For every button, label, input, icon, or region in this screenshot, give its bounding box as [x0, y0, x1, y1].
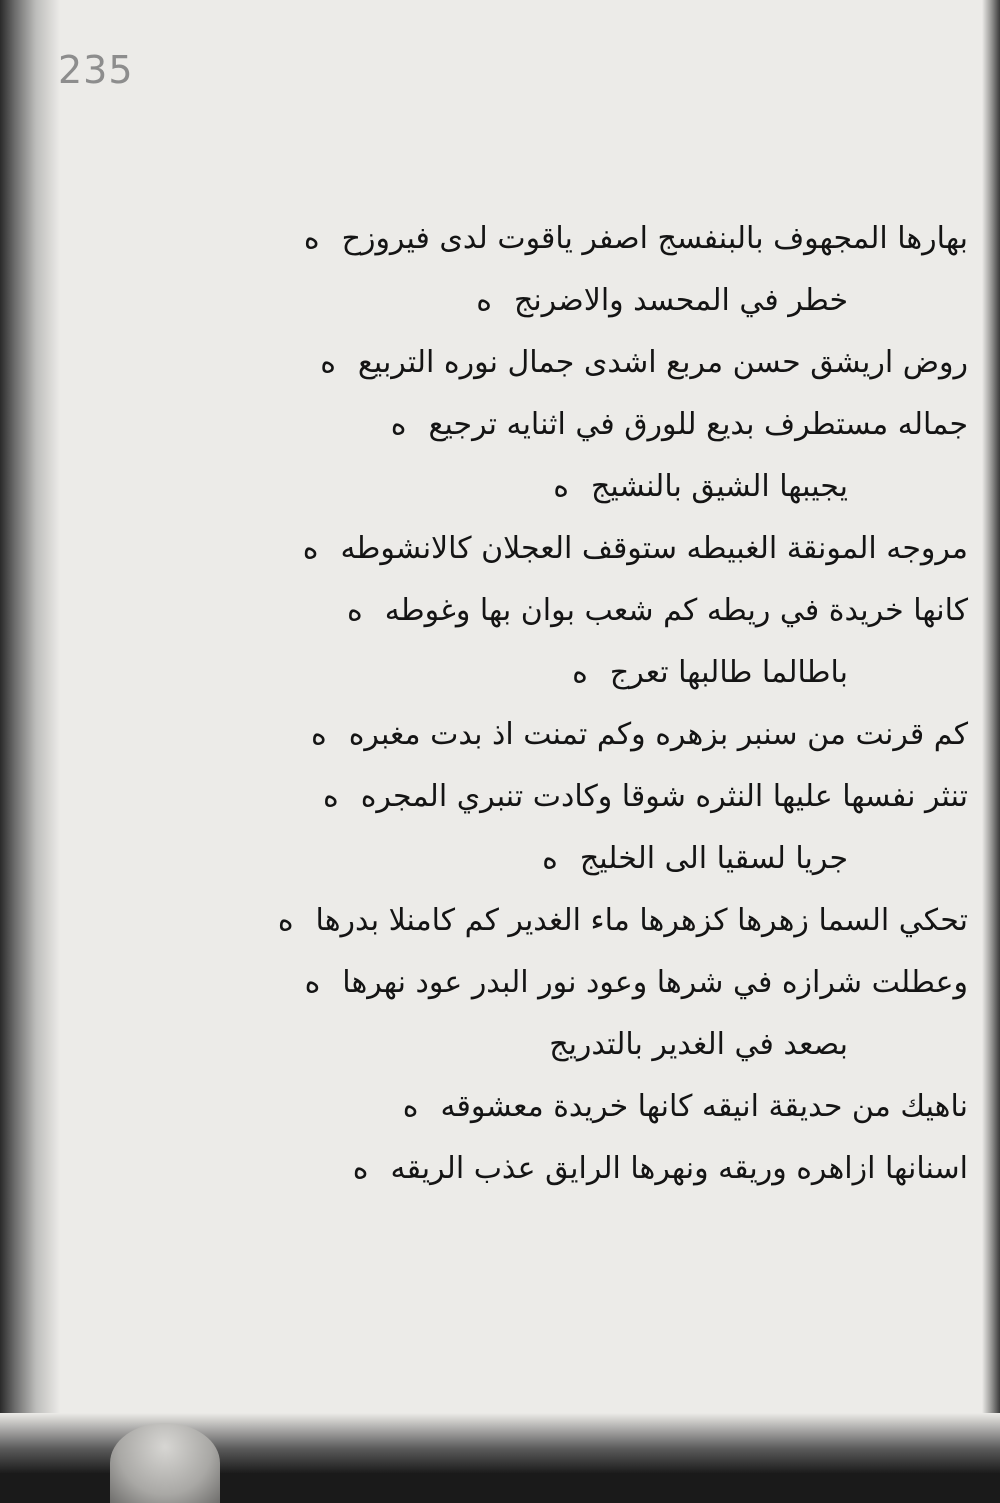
binding-gutter — [0, 0, 60, 1473]
verse-text: خطر في المحسد والاضرنج — [513, 283, 848, 318]
poem-text-block — [277, 208, 968, 1200]
verse-end-mark: ه — [346, 593, 363, 628]
verse-text: مروجه المونقة الغبيطه ستوقف العجلان كالانشوطه — [340, 531, 968, 566]
verse-end-mark: ه — [303, 221, 320, 256]
verse-end-mark: ه — [277, 903, 294, 938]
verse-text: يجيبها الشيق بالنشيج — [590, 469, 848, 504]
verse-end-mark: ه — [402, 1089, 419, 1124]
page-edge — [982, 0, 1000, 1473]
verse-line — [300, 456, 968, 518]
verse-text: ناهيك من حديقة انيقه كانها خريدة معشوقه — [440, 1089, 968, 1124]
verse-text: كانها خريدة في ريطه كم شعب بوان بها وغوطه — [384, 593, 968, 628]
verse-end-mark: ه — [390, 407, 407, 442]
verse-text: باطالما طالبها تعرج — [609, 655, 848, 690]
verse-line — [300, 1076, 968, 1138]
verse-text: وعطلت شرازه في شرها وعود نور البدر عود نهرها — [342, 965, 968, 1000]
verse-line — [300, 704, 968, 766]
thumb-shadow — [110, 1423, 220, 1503]
verse-end-mark: ه — [553, 469, 569, 504]
verse-line — [300, 394, 968, 456]
verse-line — [300, 580, 968, 642]
verse-text: جريا لسقيا الى الخليج — [579, 841, 848, 876]
verse-line — [300, 1014, 968, 1076]
verse-line — [300, 766, 968, 828]
verse-text: تنثر نفسها عليها النثره شوقا وكادت تنبري المجره — [360, 779, 968, 814]
verse-line — [300, 1138, 968, 1200]
verse-end-mark: ه — [542, 841, 558, 876]
verse-line — [300, 952, 968, 1014]
page-number: 235 — [58, 48, 134, 92]
verse-end-mark: ه — [572, 655, 588, 690]
verse-end-mark: ه — [302, 531, 319, 566]
verse-end-mark: ه — [322, 779, 339, 814]
verse-line — [277, 890, 968, 952]
verse-end-mark: ه — [304, 965, 321, 1000]
verse-text: روض اريشق حسن مربع اشدى جمال نوره التربيع — [357, 345, 968, 380]
verse-end-mark: ه — [320, 345, 336, 380]
verse-line — [300, 332, 968, 394]
verse-text: كم قرنت من سنبر بزهره وكم تمنت اذ بدت مغبره — [348, 717, 968, 752]
verse-end-mark: ه — [352, 1151, 369, 1186]
verse-line — [300, 828, 968, 890]
verse-text: بصعد في الغدير بالتدريج — [549, 1027, 848, 1062]
verse-line — [300, 642, 968, 704]
verse-text: تحكي السما زهرها كزهرها ماء الغدير كم كامنلا بدرها — [315, 903, 968, 938]
verse-line — [300, 518, 968, 580]
verse-text: اسنانها ازاهره وريقه ونهرها الرايق عذب الريقه — [390, 1151, 968, 1186]
verse-line — [300, 208, 968, 270]
verse-text: بهارها المجهوف بالبنفسج اصفر ياقوت لدى فيروزح — [341, 221, 968, 256]
verse-end-mark: ه — [310, 717, 327, 752]
verse-end-mark: ه — [476, 283, 492, 318]
verse-text: جماله مستطرف بديع للورق في اثنايه ترجيع — [428, 407, 968, 442]
verse-line — [300, 270, 968, 332]
